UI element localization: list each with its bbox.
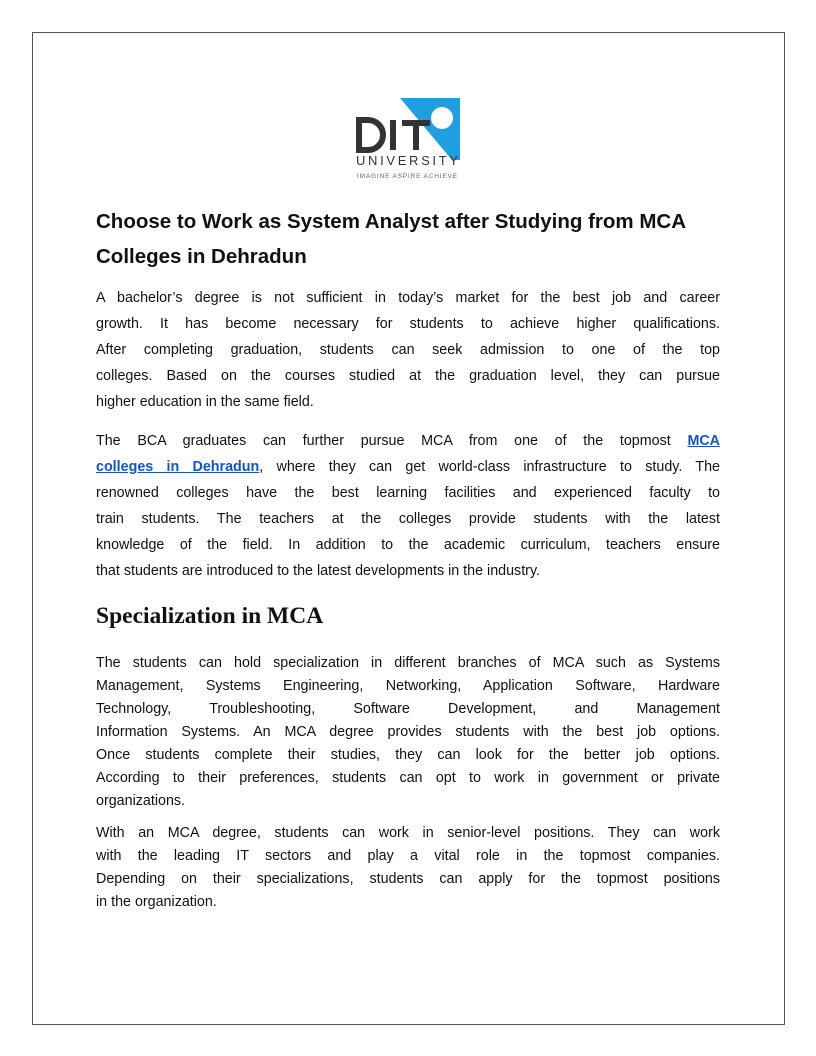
text-line: higher education in the same field. bbox=[96, 394, 314, 410]
svg-text:UNIVERSITY: UNIVERSITY bbox=[356, 153, 458, 168]
text-line: According to their preferences, students can opt to work in government or private bbox=[96, 770, 720, 786]
text-line: train students. The teachers at the colleges provide students with the latest bbox=[96, 511, 720, 527]
text-line: colleges. Based on the courses studied at the graduation level, they can pursue bbox=[96, 368, 720, 384]
text-line: Depending on their specializations, students can apply for the topmost positions bbox=[96, 871, 720, 887]
document-title bbox=[96, 204, 720, 274]
text-line: With an MCA degree, students can work in senior-level positions. They can work bbox=[96, 825, 720, 841]
paragraph-specialization bbox=[96, 652, 720, 813]
text-line: knowledge of the field. In addition to the academic curriculum, teachers ensure bbox=[96, 537, 720, 553]
paragraph-bca bbox=[96, 428, 720, 584]
svg-text:IMAGINE ASPIRE ACHIEVE: IMAGINE ASPIRE ACHIEVE bbox=[357, 173, 457, 180]
paragraph-career bbox=[96, 822, 720, 914]
section-heading: Specialization in MCA bbox=[96, 603, 324, 629]
text-segment: , where they can get world-class infrastructure to study. The bbox=[259, 459, 721, 475]
text-line: in the organization. bbox=[96, 894, 217, 910]
text-line: organizations. bbox=[96, 793, 186, 809]
text-line: Information Systems. An MCA degree provides students with the best job options. bbox=[96, 724, 720, 740]
text-line: that students are introduced to the latest developments in the industry. bbox=[96, 563, 540, 579]
text-line: Technology, Troubleshooting, Software Development, and Management bbox=[96, 701, 720, 717]
text-line bbox=[96, 428, 720, 454]
title-line: Choose to Work as System Analyst after Studying from MCA bbox=[96, 210, 687, 233]
text-line: with the leading IT sectors and play a vital role in the topmost companies. bbox=[96, 848, 720, 864]
text-line: The students can hold specialization in different branches of MCA such as Systems bbox=[96, 655, 720, 671]
text-segment: The BCA graduates can further pursue MCA from one of the topmost bbox=[96, 433, 688, 449]
mca-colleges-link[interactable]: MCA bbox=[687, 433, 720, 449]
dit-university-logo bbox=[356, 98, 460, 180]
paragraph-intro bbox=[96, 285, 720, 415]
text-line: growth. It has become necessary for students to achieve higher qualifications. bbox=[96, 316, 720, 332]
text-line bbox=[96, 454, 720, 480]
title-line: Colleges in Dehradun bbox=[96, 245, 307, 268]
text-line: After completing graduation, students can seek admission to one of the top bbox=[96, 342, 720, 358]
mca-colleges-link[interactable]: colleges in Dehradun bbox=[96, 459, 260, 475]
text-line: A bachelor’s degree is not sufficient in today’s market for the best job and career bbox=[96, 290, 720, 306]
text-line: Management, Systems Engineering, Networking, Application Software, Hardware bbox=[96, 678, 720, 694]
text-line: renowned colleges have the best learning facilities and experienced faculty to bbox=[96, 485, 720, 501]
text-line: Once students complete their studies, they can look for the better job options. bbox=[96, 747, 720, 763]
